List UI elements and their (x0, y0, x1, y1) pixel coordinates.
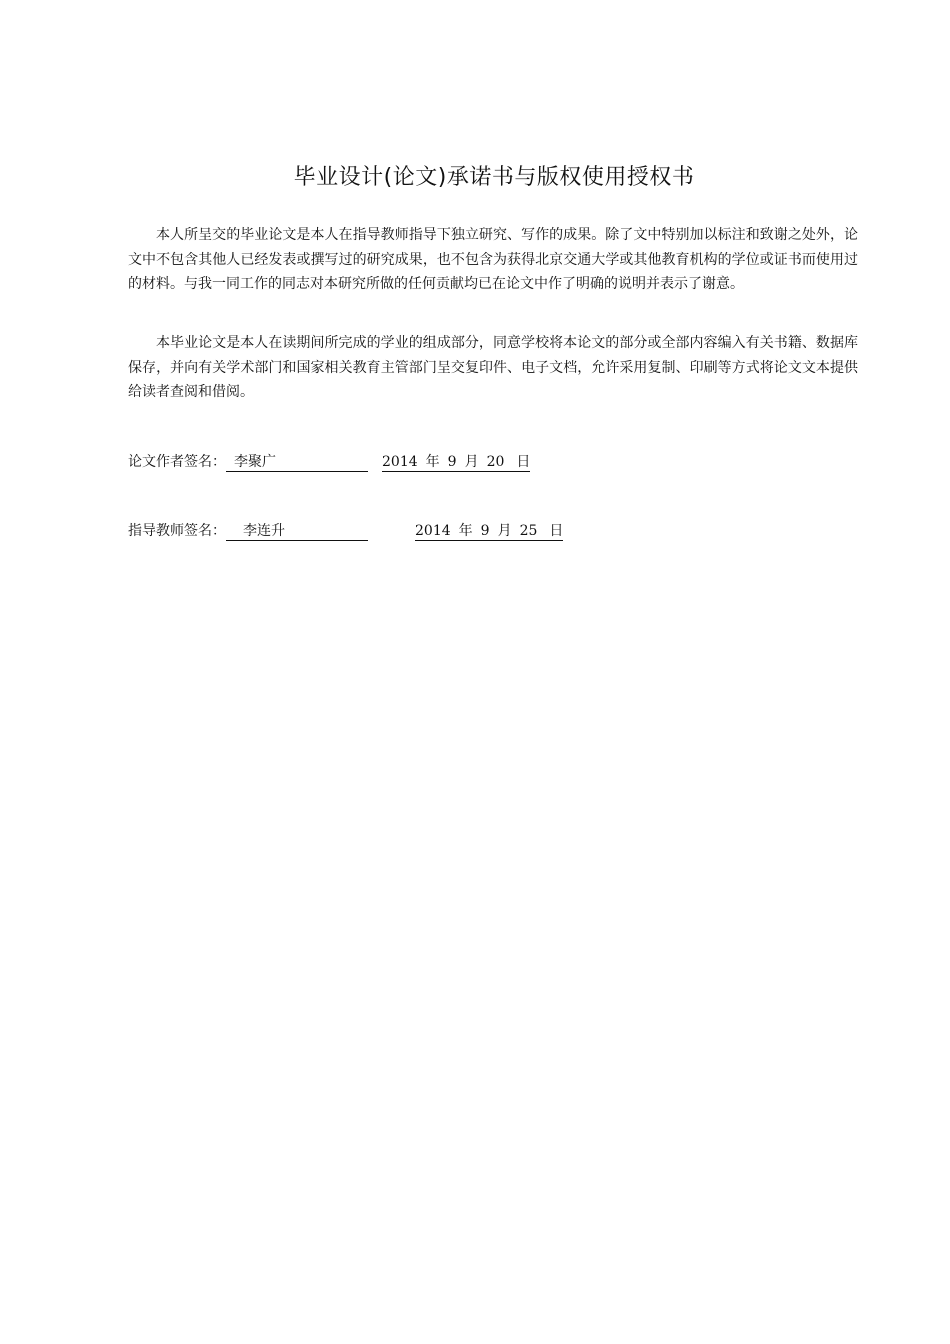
author-signature-row (128, 452, 530, 472)
author-date (382, 454, 530, 472)
advisor-date-month: 9 (480, 523, 490, 539)
author-date-month-unit: 月 (464, 454, 479, 470)
advisor-name: 李连升 (226, 523, 368, 541)
advisor-signature-label: 指导教师签名： (128, 523, 226, 539)
advisor-date-day: 25 (519, 523, 538, 539)
author-date-year: 2014 (382, 454, 418, 470)
author-date-month: 9 (447, 454, 457, 470)
author-date-year-unit: 年 (425, 454, 440, 470)
author-date-day: 20 (486, 454, 505, 470)
advisor-date-year-unit: 年 (458, 523, 473, 539)
advisor-date-year: 2014 (415, 523, 451, 539)
advisor-date (415, 523, 563, 541)
advisor-signature-row (128, 521, 563, 541)
author-signature-label: 论文作者签名： (128, 454, 226, 470)
copyright-paragraph: 本毕业论文是本人在读期间所完成的学业的组成部分，同意学校将本论文的部分或全部内容编入有关书籍、数据库保存，并向有关学术部门和国家相关教育主管部门呈交复印件、电子文档，允许采用复制、印刷等方式将论文文本提供给读者查阅和借阅。 (128, 335, 858, 400)
advisor-date-month-unit: 月 (497, 523, 512, 539)
author-date-day-unit: 日 (516, 454, 531, 470)
advisor-date-day-unit: 日 (549, 523, 564, 539)
commitment-paragraph: 本人所呈交的毕业论文是本人在指导教师指导下独立研究、写作的成果。除了文中特别加以标注和致谢之处外，论文中不包含其他人已经发表或撰写过的研究成果，也不包含为获得北京交通大学或其他教育机构的学位或证书而使用过的材料。与我一同工作的同志对本研究所做的任何贡献均已在论文中作了明确的说明并表示了谢意。 (128, 227, 858, 292)
document-title: 毕业设计(论文)承诺书与版权使用授权书 (293, 165, 695, 190)
author-name: 李聚广 (226, 454, 368, 472)
